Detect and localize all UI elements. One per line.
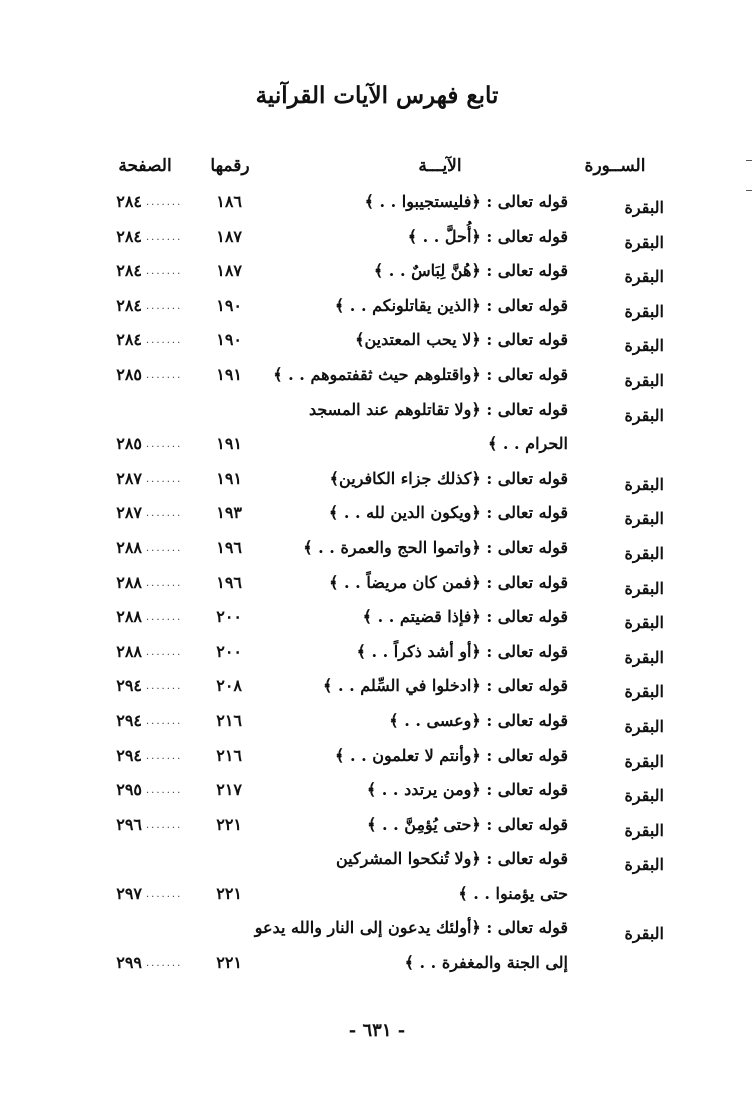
leader-dots: ....... [146,888,183,900]
ayah-text: إلى الجنة والمغفرة . . ﴾ [404,953,568,973]
page-number: ٢٩٤ [116,710,142,730]
ayah-number: ١٩٦ [216,572,242,592]
page-number: ٢٨٤ [116,295,142,315]
leader-dots: ....... [146,750,183,762]
surah-name: البقرة [624,751,664,771]
surah-name: البقرة [624,924,664,944]
ayah-text: قوله تعالى : ﴿كذلك جزاء الكافرين﴾ [329,468,568,488]
page-number: ٢٨٨ [116,537,142,557]
page-title: تابع فهرس الآيات القرآنية [255,82,499,109]
surah-name: البقرة [624,336,664,356]
page-number: ٢٩٤ [116,745,142,765]
ayah-number: ٢١٦ [216,745,242,765]
table-row [0,499,754,534]
ayah-number: ٢٠٠ [216,607,242,627]
surah-name: البقرة [624,509,664,529]
header-number: رقمها [210,156,250,176]
surah-name: البقرة [624,578,664,598]
table-row [0,707,754,742]
ayah-number: ١٩١ [216,364,242,384]
page-number: ٢٨٤ [116,226,142,246]
ayah-number: ٢١٦ [216,710,242,730]
surah-name: البقرة [624,405,664,425]
ayah-text: قوله تعالى : ﴿ولا تُنكحوا المشركين [335,849,568,869]
header-ayah: الآيـــة [418,156,462,176]
leader-dots: ....... [146,508,183,520]
ayah-number: ٢٢١ [216,883,242,903]
surah-name: البقرة [624,682,664,702]
page-number: ٢٨٧ [116,468,142,488]
ayah-number: ٢٠٨ [216,676,242,696]
table-row [0,396,754,431]
header-page: الصفحة [118,156,172,176]
page-number: ٢٨٧ [116,503,142,523]
surah-name: البقرة [624,370,664,390]
page-number: ٢٩٤ [116,676,142,696]
ayah-text: قوله تعالى : ﴿واقتلوهم حيث ثقفتموهم . . ﴾ [273,364,568,384]
leader-dots: ....... [146,577,183,589]
ayah-number: ١٩٠ [216,295,242,315]
surah-name: البقرة [624,198,664,217]
leader-dots: ....... [146,819,183,831]
ayah-number: ٢٢١ [216,953,242,973]
ayah-text: قوله تعالى : ﴿واتموا الحج والعمرة . . ﴾ [303,537,568,557]
leader-dots: ....... [146,300,183,312]
surah-name: البقرة [624,301,664,321]
ayah-number: ٢٢١ [216,814,242,834]
ayah-number: ١٩٣ [216,503,242,523]
leader-dots: ....... [146,473,183,485]
table-row [0,257,754,292]
leader-dots: ....... [146,646,183,658]
table-row [0,430,754,465]
ayah-number: ١٨٧ [216,226,242,246]
page-number: ٢٩٥ [116,780,142,800]
surah-name: البقرة [624,855,664,875]
ayah-number: ٢١٧ [216,780,242,800]
table-row [0,949,754,984]
leader-dots: ....... [146,231,183,243]
ayah-text: قوله تعالى : ﴿ويكون الدين لله . . ﴾ [328,503,568,523]
surah-name: البقرة [624,820,664,840]
table-row [0,672,754,707]
table-row [0,223,754,258]
surah-name: البقرة [624,647,664,667]
table-row [0,534,754,569]
table-row [0,569,754,604]
ayah-text: قوله تعالى : ﴿ولا تقاتلوهم عند المسجد [308,399,568,419]
leader-dots: ....... [146,958,183,970]
table-row [0,880,754,915]
table-row [0,292,754,327]
ayah-text: قوله تعالى : ﴿وعسى . . ﴾ [389,710,568,730]
table-row [0,603,754,638]
edge-tick-top [746,160,752,161]
table-row [0,326,754,361]
leader-dots: ....... [146,197,183,208]
ayah-number: ١٩٠ [216,330,242,350]
ayah-number: ١٨٦ [216,192,242,211]
footer-page-number: - ٦٣١ - [348,1020,406,1041]
surah-name: البقرة [624,716,664,736]
leader-dots: ....... [146,612,183,624]
table-row [0,742,754,777]
table-row [0,776,754,811]
leader-dots: ....... [146,542,183,554]
leader-dots: ....... [146,715,183,727]
header-surah: الســورة [584,156,646,176]
leader-dots: ....... [146,369,183,381]
ayah-number: ١٩٦ [216,537,242,557]
ayah-text: قوله تعالى : ﴿الذين يقاتلونكم . . ﴾ [334,295,568,315]
ayah-text: قوله تعالى : ﴿حتى يُؤمِنَّ . . ﴾ [367,814,568,834]
page-number: ٢٨٨ [116,641,142,661]
surah-name: البقرة [624,267,664,287]
page-number: ٢٩٩ [116,953,142,973]
ayah-text: قوله تعالى : ﴿هُنَّ لِبَاسٌ . . ﴾ [373,261,568,281]
table-row [0,638,754,673]
leader-dots: ....... [146,266,183,278]
table-row [0,361,754,396]
page-number: ٢٨٤ [116,330,142,350]
leader-dots: ....... [146,681,183,693]
ayah-text: قوله تعالى : ﴿فمن كان مريضاً . . ﴾ [329,572,568,592]
ayah-text: قوله تعالى : ﴿أو أشد ذكراً . . ﴾ [356,641,568,661]
ayah-text: قوله تعالى : ﴿أولئك يدعون إلى النار والله يدعو [254,918,568,938]
table-row [0,465,754,500]
ayah-number: ١٩١ [216,434,242,454]
page-number: ٢٨٤ [116,261,142,281]
ayah-number: ١٩١ [216,468,242,488]
ayah-text: الحرام . . ﴾ [487,434,568,454]
index-table [0,188,754,984]
ayah-text: قوله تعالى : ﴿ومن يرتدد . . ﴾ [366,780,568,800]
ayah-text: قوله تعالى : ﴿ادخلوا في السِّلم . . ﴾ [323,676,568,696]
table-row [0,914,754,949]
ayah-text: قوله تعالى : ﴿فليستجيبوا . . ﴾ [364,192,568,211]
page-number: ٢٩٦ [116,814,142,834]
leader-dots: ....... [146,785,183,797]
page-number: ٢٨٥ [116,434,142,454]
page-number: ٢٨٨ [116,607,142,627]
ayah-text: قوله تعالى : ﴿لا يحب المعتدين﴾ [355,330,568,350]
surah-name: البقرة [624,613,664,633]
ayah-number: ٢٠٠ [216,641,242,661]
ayah-text: قوله تعالى : ﴿فإذا قضيتم . . ﴾ [362,607,568,627]
surah-name: البقرة [624,786,664,806]
surah-name: البقرة [624,543,664,563]
page-number: ٢٩٧ [116,883,142,903]
page-number: ٢٨٤ [116,192,142,211]
table-row [0,845,754,880]
ayah-text: قوله تعالى : ﴿أُحلَّ . . ﴾ [407,226,568,246]
page-number: ٢٨٥ [116,364,142,384]
ayah-number: ١٨٧ [216,261,242,281]
leader-dots: ....... [146,335,183,347]
table-row [0,811,754,846]
ayah-text: حتى يؤمنوا . . ﴾ [458,883,568,903]
ayah-text: قوله تعالى : ﴿وأنتم لا تعلمون . . ﴾ [335,745,568,765]
surah-name: البقرة [624,232,664,252]
leader-dots: ....... [146,439,183,451]
surah-name: البقرة [624,474,664,494]
table-row [0,188,754,223]
page-number: ٢٨٨ [116,572,142,592]
